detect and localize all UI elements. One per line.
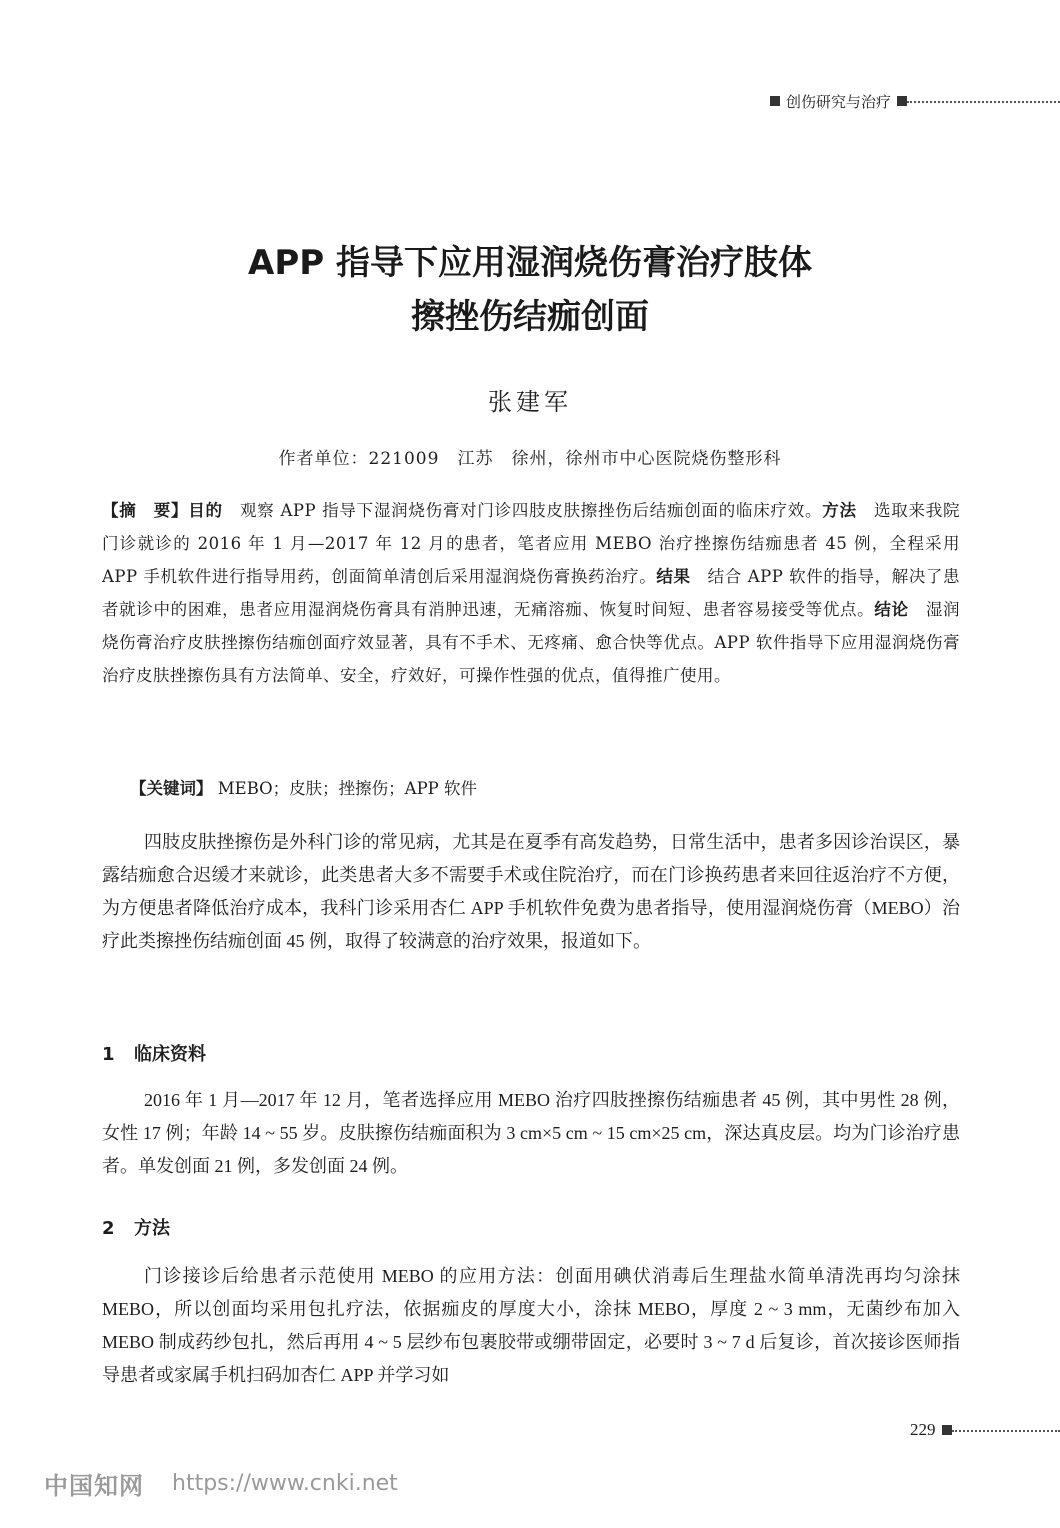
section-label: 创伤研究与治疗 [786,92,892,111]
dotted-rule [907,101,1060,103]
section-heading-2 [102,1214,170,1240]
section-heading-1 [102,1040,206,1066]
page-footer [910,1418,1060,1442]
title-line-1: APP 指导下应用湿润烧伤膏治疗肢体 [248,243,812,283]
methods-text: 选取来我院门诊就诊的 2016 年 1 月—2017 年 12 月的患者，笔者应用 MEBO 治疗挫擦伤结痂患者 45 例，全程采用 APP 手机软件进行指导用药，创面简单清创后采用湿润烧伤膏换药治疗。 [102,501,961,586]
cnki-url[interactable]: https://www.cnki.net [172,1471,398,1496]
keywords-text: MEBO；皮肤；挫擦伤；APP 软件 [217,779,478,798]
section-2-paragraph: 门诊接诊后给患者示范使用 MEBO 的应用方法：创面用碘伏消毒后生理盐水简单清洗再均匀涂抹 MEBO，所以创面均采用包扎疗法，依据痂皮的厚度大小，涂抹 MEBO，厚度 2 ~ 3 mm，无菌纱布加入 MEBO 制成药纱包扎，然后再用 4 ~ 5 层纱布包裹胶带或绷带固定，必要时 3 ~ 7 d 后复诊，首次接诊医师指导患者或家属手机扫码加杏仁 APP 并学习如 [102,1266,960,1385]
section-title: 方法 [134,1218,170,1239]
results-label: 结果 [656,567,691,586]
objective-label: 目的 [188,501,223,520]
running-header [770,88,1060,114]
keywords [130,772,960,805]
page-number: 229 [910,1420,936,1439]
square-bullet-icon [770,96,780,106]
abstract-label: 【摘 要】 [102,501,189,520]
dotted-rule [952,1430,1060,1432]
section-number: 1 [102,1044,115,1065]
section-1-paragraph: 2016 年 1 月—2017 年 12 月，笔者选择应用 MEBO 治疗四肢挫擦伤结痂患者 45 例，其中男性 28 例，女性 17 例；年龄 14 ~ 55 岁。皮肤擦伤结痂面积为 3 cm×5 cm ~ 15 cm×25 cm，深达真皮层。均为门诊治疗患者。单发创面 21 例，多发创面 24 例。 [102,1090,960,1176]
square-bullet-icon [897,96,907,106]
cnki-logo: 中国知网 [44,1472,144,1500]
keywords-label: 【关键词】 [130,779,213,798]
article-title [0,236,1060,344]
title-line-2: 擦挫伤结痂创面 [411,297,649,337]
square-bullet-icon [942,1425,952,1435]
author-affiliation: 作者单位：221009 江苏 徐州，徐州市中心医院烧伤整形科 [278,449,782,469]
intro-paragraph: 四肢皮肤挫擦伤是外科门诊的常见病，尤其是在夏季有高发趋势，日常生活中，患者多因诊治误区，暴露结痂愈合迟缓才来就诊，此类患者大多不需要手术或住院治疗，而在门诊换药患者来回往返治疗不方便，为方便患者降低治疗成本，我科门诊采用杏仁 APP 手机软件免费为患者指导，使用湿润烧伤膏（MEBO）治疗此类擦挫伤结痂创面 45 例，取得了较满意的治疗效果，报道如下。 [102,832,960,951]
section-number: 2 [102,1218,115,1239]
conclusion-text: 湿润烧伤膏治疗皮肤挫擦伤结痂创面疗效显著，具有不手术、无疼痛、愈合快等优点。APP 软件指导下应用湿润烧伤膏治疗皮肤挫擦伤具有方法简单、安全，疗效好，可操作性强的优点，值得推广使用。 [102,600,961,685]
section-title: 临床资料 [134,1044,206,1065]
objective-text: 观察 APP 指导下湿润烧伤膏对门诊四肢皮肤擦挫伤后结痂创面的临床疗效。 [240,501,823,520]
methods-label: 方法 [822,501,857,520]
conclusion-label: 结论 [874,600,909,619]
results-text: 结合 APP 软件的指导，解决了患者就诊中的困难，患者应用湿润烧伤膏具有消肿迅速，无痛溶痂、恢复时间短、患者容易接受等优点。 [102,567,961,619]
abstract [102,494,960,692]
author-name: 张建军 [488,388,572,416]
cnki-watermark [44,1466,398,1501]
